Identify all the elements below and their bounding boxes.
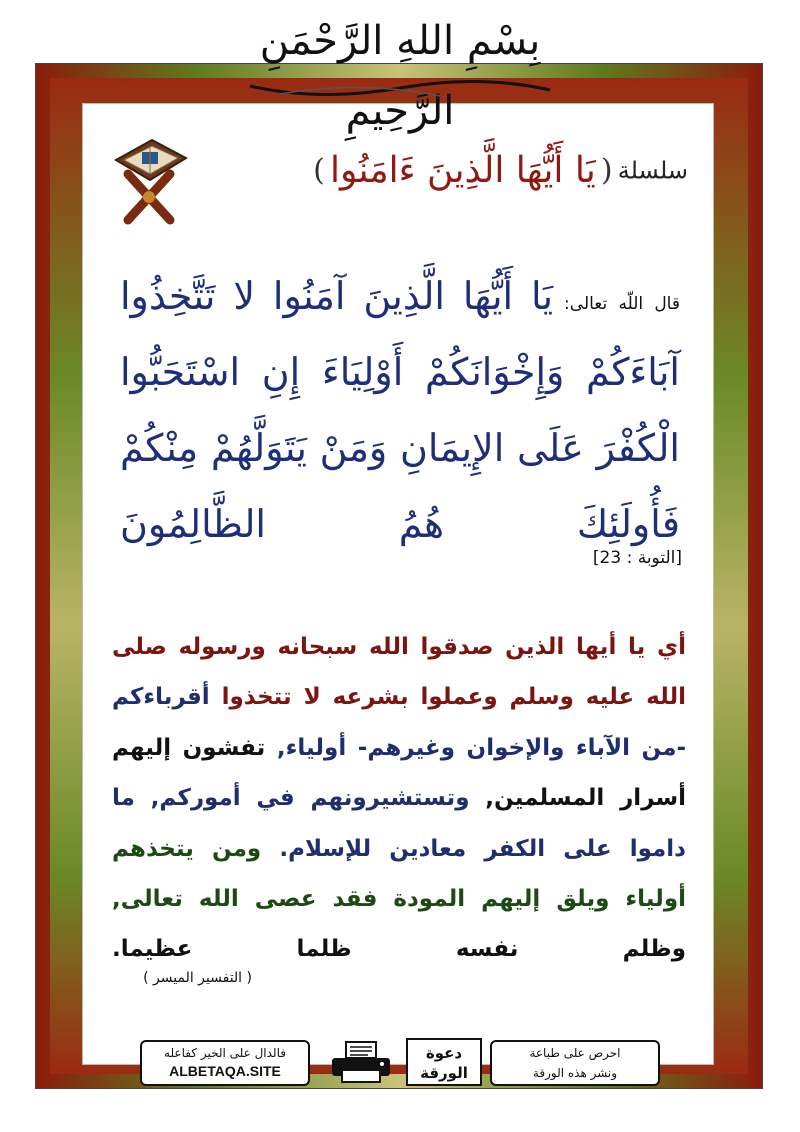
logo-line-1: دعوة	[425, 1044, 463, 1062]
quran-verse	[120, 258, 680, 562]
series-title: يَا أَيُّهَا الَّذِينَ ءَامَنُوا	[329, 150, 596, 191]
series-header	[268, 150, 688, 214]
footer-site-link[interactable]: ALBETAQA.SITE	[169, 1063, 281, 1079]
basmala-flourish-icon	[240, 68, 560, 104]
basmala-calligraphy	[240, 6, 560, 134]
tafsir-part-6: وظلم نفسه ظلما عظيما.	[112, 936, 686, 963]
verse-text: يَا أَيُّهَا الَّذِينَ آمَنُوا لا تَتَّخِذُوا آبَاءَكُمْ وَإِخْوَانَكُمْ أَوْلِيَاءَ إِنِ اسْتَحَبُّوا الْكُفْرَ عَلَى الإِيمَانِ وَمَنْ يَتَوَلَّهُمْ مِنْكُمْ فَأُولَئِكَ هُمُ الظَّالِمُونَ	[120, 274, 680, 546]
tafsir-part-5: ومن يتخذهم أولياء ويلق إليهم المودة فقد عصى الله تعالى,	[112, 835, 686, 913]
dawah-logo	[406, 1038, 482, 1086]
quran-stand-icon	[108, 130, 194, 226]
basmala-text: بِسْمِ اللهِ الرَّحْمَنِ الرَّحِيمِ	[259, 18, 541, 134]
tafsir-part-4: وتستشيرونهم في أموركم, ما داموا على الكفر معادين للإسلام.	[112, 785, 686, 862]
footer-site-box	[140, 1040, 310, 1086]
tafsir-part-1: أي يا أيها الذين صدقوا الله سبحانه ورسوله صلى الله عليه وسلم وعملوا بشرعه لا تتخذوا	[112, 634, 686, 711]
printer-icon	[328, 1040, 394, 1084]
series-open-paren: (	[600, 153, 613, 188]
footer-print-line-1: احرص على طباعة	[529, 1046, 621, 1060]
logo-line-2: الورقة	[420, 1064, 468, 1082]
verse-reference: [التوبة : 23]	[592, 548, 682, 568]
footer-slogan: فالدال على الخير كفاعله	[164, 1046, 286, 1060]
tafsir-source: ( التفسير الميسر )	[143, 970, 252, 986]
footer	[140, 1040, 660, 1084]
tafsir-part-3: تفشون إليهم أسرار المسلمين,	[112, 734, 686, 812]
verse-intro: قال اللّه تعالى:	[564, 294, 680, 314]
series-label: سلسلة	[617, 156, 688, 185]
tafsir-part-2: أقرباءكم -من الآباء والإخوان وغيرهم- أولياء,	[112, 684, 686, 761]
series-close-paren: )	[313, 153, 325, 188]
footer-print-box	[490, 1040, 660, 1086]
tafsir-paragraph	[112, 622, 686, 975]
footer-print-line-2: ونشر هذه الورقة	[532, 1066, 618, 1080]
